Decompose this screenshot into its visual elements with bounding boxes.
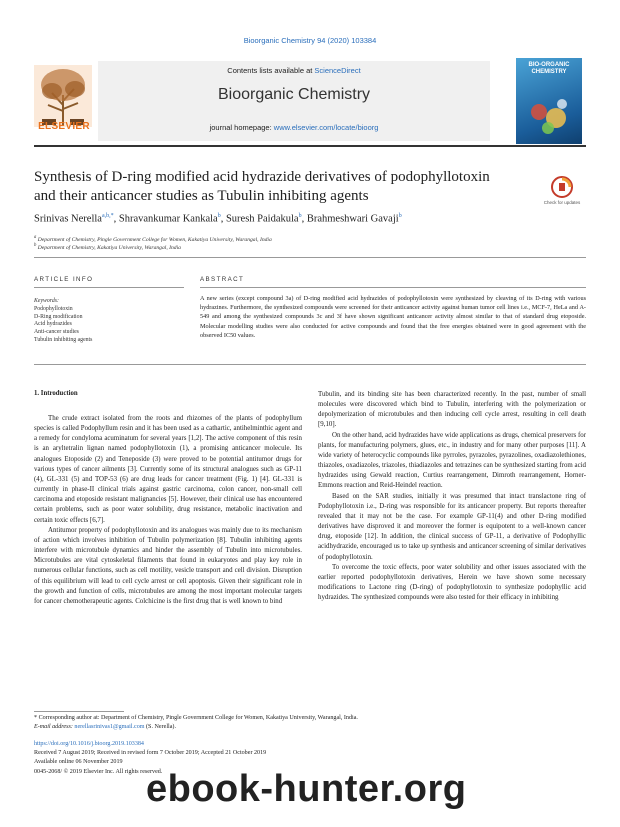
affiliation-a	[34, 235, 272, 243]
author-name[interactable]: Shravankumar Kankala	[118, 213, 218, 225]
journal-homepage	[98, 123, 490, 132]
footnote	[34, 714, 586, 731]
keyword-item: D-Ring modification	[34, 313, 83, 320]
homepage-link[interactable]: www.elsevier.com/locate/bioorg	[273, 123, 379, 132]
body-column-left	[34, 414, 302, 607]
contents-line	[98, 66, 490, 75]
body-paragraph: On the other hand, acid hydrazides have wide applications as drugs, chemical preservers for plants, for manufacturing polymers, glues, etc., in industry and for many other purposes [11]. A wide variety of heterocyclic compounds like pyrroles, pyrazoles, pyrazolines, oxadiazolethiones, thiazoles, oxadiazoles, triazoles, thiadiazoles and tetrazines can be synthesized starting from acid hydrazides using Gewald reaction, Curtius rearrangement, Dimroth rearrangement, Horner-Emmons reaction and Reid-Heindel reaction.	[318, 431, 586, 490]
author-affil-mark[interactable]: a,b,*	[101, 213, 114, 219]
author-affil-mark[interactable]: b	[298, 213, 302, 219]
footnote-rule	[34, 711, 124, 712]
check-for-updates-label[interactable]: Check for updates	[543, 200, 581, 205]
body-paragraph: Based on the SAR studies, initially it was presumed that intact translactone ring of Podophyllotoxin i.e., D-ring was responsible for its anticancer property. But reports thereafter revealed that it may not be the case. For example GP-11(4) and other D-ring modified derivatives have disproved it and moreover the former is equipotent to a well-known cancer drug, etoposide [12]. In addition, the clinical success of GP-11, a derivative of Podophyllic acidhydrazide, encouraged us to take up synthesis and anticancer screening of similar derivatives of podophyllotoxin.	[318, 492, 586, 561]
abstract-text: A new series (except compound 3a) of D-ring modified acid hydrazides of podophyllotoxin were synthesized by cleaving of its D-ring with various hydrazines. Furthermore, the synthesized compounds were screened for their anticancer activity against human tumor cell lines i.e., MCF-7, HeLa and A-549 and among the synthesized compounds 3c and 3f have shown significant anticancer activity almost similar to that of standard drug etoposide. Molecular modelling studies were also conducted for active compounds and found that the free energies obtained were in good agreement with the observed IC50 values.	[200, 295, 586, 339]
affiliation-mark: b	[34, 243, 37, 248]
doi-link[interactable]: https://doi.org/10.1016/j.bioorg.2019.103384	[34, 741, 144, 747]
journal-citation[interactable]: Bioorganic Chemistry 94 (2020) 103384	[243, 36, 377, 45]
keyword-item: Tubulin inhibiting agents	[34, 336, 93, 343]
homepage-prefix: journal homepage:	[209, 123, 274, 132]
received-dates: Received 7 August 2019; Received in revised form 7 October 2019; Accepted 21 October 2019	[34, 750, 267, 757]
section-rule	[34, 257, 586, 258]
body-paragraph: Tubulin, and its binding site has been characterized recently. In the past, number of small molecules were discovered which bind to Tubulin, interfering with the polymerization or depolymerization of microtubules and then inducing cell cycle arrest, resulting in cell death [9,10].	[318, 391, 586, 429]
keyword-item: Podophyllotoxin	[34, 305, 73, 312]
abstract-rule	[200, 287, 586, 288]
author-affil-mark[interactable]: b	[217, 213, 221, 219]
affiliation-text: Department of Chemistry, Pingle Government College for Women, Kakatiya University, Warangal, India	[37, 236, 272, 243]
abstract-heading: ABSTRACT	[200, 276, 245, 283]
available-online: Available online 06 November 2019	[34, 759, 123, 766]
body-paragraph: Antitumor property of podophyllotoxin and its analogues was mainly due to its mechanism of action which involves inhibition of Tubulin polymerization [8]. Tubulin inhibiting agents interfere with microtubule dynamics and hinder the assembly of Tubulin into microtubules. Microtubules are vital cytoskeletal filaments that found in eukaryotes and play key role in numerous cellular functions, such as cell motility, vesicle transport and cell division. Disruption of this equilibrium will lead to cell cycle arrest or cell apoptosis. Given their significant role in the growth and function of cells, microtubules are among the most important molecular targets for cancer chemotherapeutic agents. Colchicine is the first drug that is well known to bind	[34, 526, 302, 605]
body-column-right	[318, 390, 586, 603]
email-suffix: (S. Nerella).	[144, 723, 176, 730]
introduction-heading: 1. Introduction	[34, 390, 78, 397]
author-name[interactable]: Srinivas Nerella	[34, 213, 102, 225]
affiliation-text: Department of Chemistry, Kakatiya University, Warangal, India	[37, 244, 181, 251]
article-title: Synthesis of D-ring modified acid hydrazide derivatives of podophyllotoxin and their anticancer studies as Tubulin inhibiting agents	[34, 169, 490, 204]
email-line	[34, 723, 586, 732]
section-rule	[34, 364, 586, 365]
article-info-rule	[34, 287, 184, 288]
copyright: 0045-2068/ © 2019 Elsevier Inc. All rights reserved.	[34, 768, 163, 775]
journal-name: Bioorganic Chemistry	[217, 86, 371, 103]
email-link[interactable]: nerellasrinivas1@gmail.com	[74, 723, 145, 730]
affiliation-b	[34, 243, 181, 251]
keywords-block	[34, 298, 184, 345]
body-paragraph: The crude extract isolated from the roots and rhizomes of the plants of podophyllum species is called Podophyllum resin and it has been used as a cathartic, antihelminthic agent and a remedy for condyloma acuminatum for several years [1,2]. The active component of this resin is an aryltetralin lignan named podophyllotoxin (1), a promising anticancer molecule. Its analogues Etoposide (2) and Teneposide (3) were proved to be potential antitumor drugs for various types of cancer ailments [3]. Currently some of its structural analogues such as GP-11 (4), GL-331 (5) and TOP-53 (6) are drug leads for cancer treatment (Fig. 1) [4]. GL-331 is currently in phase-II clinical trials against gastric carcinoma, colon cancer, non-small cell carcinoma and etoposide resistant malignancies [5]. However, their clinical use has encountered certain problems, such as poor water solubility, drug resistance, metabolic inactivation and certain toxic effects [6,7].	[34, 415, 302, 524]
affiliation-mark: a	[34, 235, 37, 240]
email-label: E-mail address:	[34, 723, 75, 730]
author-name[interactable]: Brahmeshwari Gavaji	[306, 213, 399, 225]
author-list: Srinivas Nerella$^{a,b,*}$, Shravankumar Kankala$^b$, Suresh Paidakula$^b$, Brahmeshwari Gavaji$^b$	[34, 213, 402, 225]
corresponding-author-note: * Corresponding author at: Department of Chemistry, Pingle Government College for Women, Kakatiya University, Warangal, India.	[34, 715, 358, 721]
watermark: ebook-hunter.org	[146, 768, 467, 810]
header-rule	[34, 145, 586, 147]
cover-molecule-graphic	[524, 92, 574, 138]
journal-cover-title: BIO-ORGANIC CHEMISTRY	[528, 62, 570, 75]
keyword-item: Acid hydrazides	[34, 321, 72, 328]
contents-prefix: Contents lists available at	[227, 66, 315, 75]
article-info-heading: ARTICLE INFO	[34, 276, 94, 283]
author-affil-mark[interactable]: b	[398, 213, 402, 219]
keyword-item: Anti-cancer studies	[34, 329, 79, 336]
sciencedirect-link[interactable]: ScienceDirect	[314, 66, 361, 75]
elsevier-logo-text: ELSEVIER	[38, 121, 90, 132]
body-paragraph: To overcome the toxic effects, poor water solubility and other issues associated with the earlier reported podophyllotoxin derivatives, Herein we have shown some necessary modifications to Lactone ring (D-ring) of podophyllotoxin to synthesize podophyllic acid hydrazides. The synthesized compounds were also tested for their efficacy in inhibiting	[318, 563, 586, 602]
keywords-label: Keywords:	[34, 298, 59, 304]
author-name[interactable]: Suresh Paidakula	[225, 213, 299, 225]
